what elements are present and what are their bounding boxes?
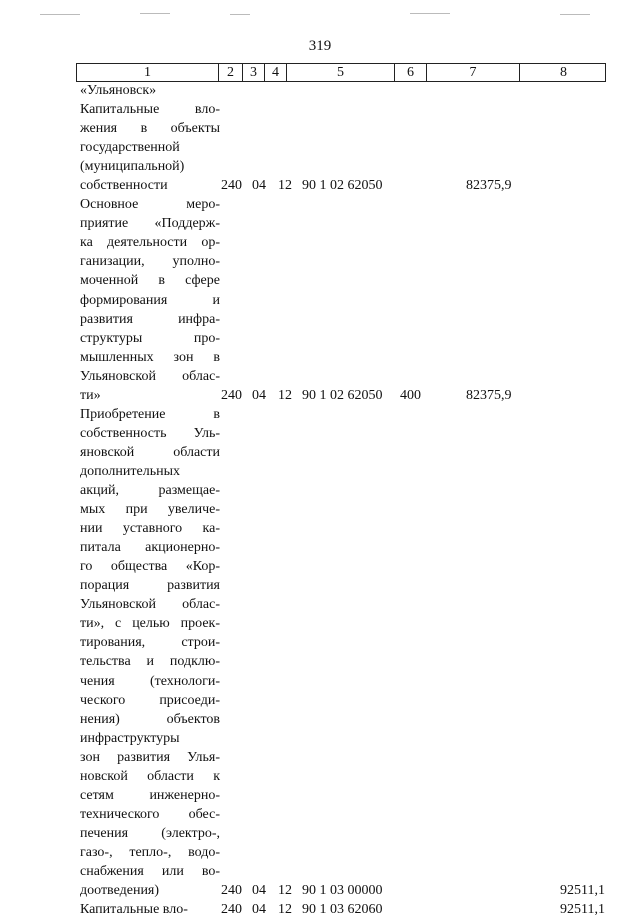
label-line: печения (электро-, <box>80 825 220 841</box>
label-line: структуры про- <box>80 330 220 346</box>
header-col-4: 4 <box>265 64 287 82</box>
label-line: ка деятельности ор- <box>80 235 220 251</box>
label-line: порация развития <box>80 578 220 594</box>
cell-c3: 04 <box>252 883 266 899</box>
header-col-3: 3 <box>243 64 265 82</box>
cell-c7: 82375,9 <box>466 178 512 194</box>
label-line: Капитальные вло- <box>80 102 220 118</box>
row-label <box>80 900 220 919</box>
label-line: развития инфра- <box>80 311 220 327</box>
label-line: «Ульяновск» <box>80 83 157 98</box>
cell-c2: 240 <box>221 902 242 918</box>
scan-artifact <box>140 13 170 14</box>
header-col-7: 7 <box>427 64 520 82</box>
label-line: газо-, тепло-, водо- <box>80 844 220 860</box>
label-line: ти», с целью проек- <box>80 616 220 632</box>
label-line: Ульяновской облас- <box>80 368 220 384</box>
label-line: доотведения) <box>80 883 160 899</box>
label-line: яновской области <box>80 444 220 460</box>
scan-artifact <box>40 14 80 15</box>
scan-artifact <box>560 14 590 15</box>
label-line: чения (технологи- <box>80 673 220 689</box>
label-line: мышленных зон в <box>80 349 220 365</box>
cell-c2: 240 <box>221 883 242 899</box>
cell-c5: 90 1 02 62050 <box>302 178 383 194</box>
cell-c3: 04 <box>252 387 266 403</box>
label-line: Приобретение в <box>80 406 220 422</box>
label-line: дополнительных <box>80 463 181 479</box>
page-number: 319 <box>308 38 332 54</box>
cell-c3: 04 <box>252 902 266 918</box>
label-line: акций, размещае- <box>80 483 220 499</box>
label-line: собственность Уль- <box>80 425 220 441</box>
label-line: нии уставного ка- <box>80 521 220 537</box>
scan-artifact <box>230 14 250 15</box>
label-line: жения в объекты <box>80 121 220 137</box>
label-line: Капитальные вло- <box>80 902 188 918</box>
cell-c5: 90 1 03 62060 <box>302 902 383 918</box>
header-col-1: 1 <box>77 64 219 82</box>
label-line: мых при увеличе- <box>80 502 220 518</box>
label-line: собственности <box>80 178 168 194</box>
label-line: ганизации, уполно- <box>80 254 220 270</box>
row-label <box>80 100 220 195</box>
cell-c6: 400 <box>400 387 421 403</box>
label-line: (муниципальной) <box>80 159 185 175</box>
label-line: приятие «Поддерж- <box>80 216 220 232</box>
row-label <box>80 81 220 100</box>
cell-c4: 12 <box>278 902 292 918</box>
cell-c8: 92511,1 <box>560 883 605 899</box>
label-line: новской области к <box>80 768 220 784</box>
header-col-2: 2 <box>219 64 243 82</box>
label-line: снабжения или во- <box>80 863 220 879</box>
header-col-8: 8 <box>560 65 567 80</box>
label-line: го общества «Кор- <box>80 559 220 575</box>
cell-c4: 12 <box>278 387 292 403</box>
label-line: питала акционерно- <box>80 540 220 556</box>
scan-artifact <box>410 13 450 14</box>
label-line: сетям инженерно- <box>80 787 220 803</box>
label-line: Основное меро- <box>80 197 220 213</box>
row-label <box>80 195 220 405</box>
cell-c7: 82375,9 <box>466 387 512 403</box>
cell-c5: 90 1 03 00000 <box>302 883 383 899</box>
label-line: зон развития Улья- <box>80 749 220 765</box>
label-line: ческого присоеди- <box>80 692 220 708</box>
header-col-5: 5 <box>287 64 395 82</box>
cell-c8: 92511,1 <box>560 902 605 918</box>
label-line: инфраструктуры <box>80 730 180 746</box>
label-line: государственной <box>80 140 180 156</box>
label-line: Ульяновской облас- <box>80 597 220 613</box>
label-line: тельства и подклю- <box>80 654 220 670</box>
label-line: нения) объектов <box>80 711 220 727</box>
label-line: формирования и <box>80 292 220 308</box>
row-label <box>80 405 220 900</box>
label-line: моченной в сфере <box>80 273 220 289</box>
cell-c2: 240 <box>221 178 242 194</box>
label-line: ти» <box>80 387 101 403</box>
label-line: технического обес- <box>80 806 220 822</box>
cell-c4: 12 <box>278 883 292 899</box>
cell-c5: 90 1 02 62050 <box>302 387 383 403</box>
cell-c3: 04 <box>252 178 266 194</box>
cell-c4: 12 <box>278 178 292 194</box>
label-line: тирования, строи- <box>80 635 220 651</box>
cell-c2: 240 <box>221 387 242 403</box>
table-header <box>76 63 606 82</box>
header-col-6: 6 <box>395 64 427 82</box>
